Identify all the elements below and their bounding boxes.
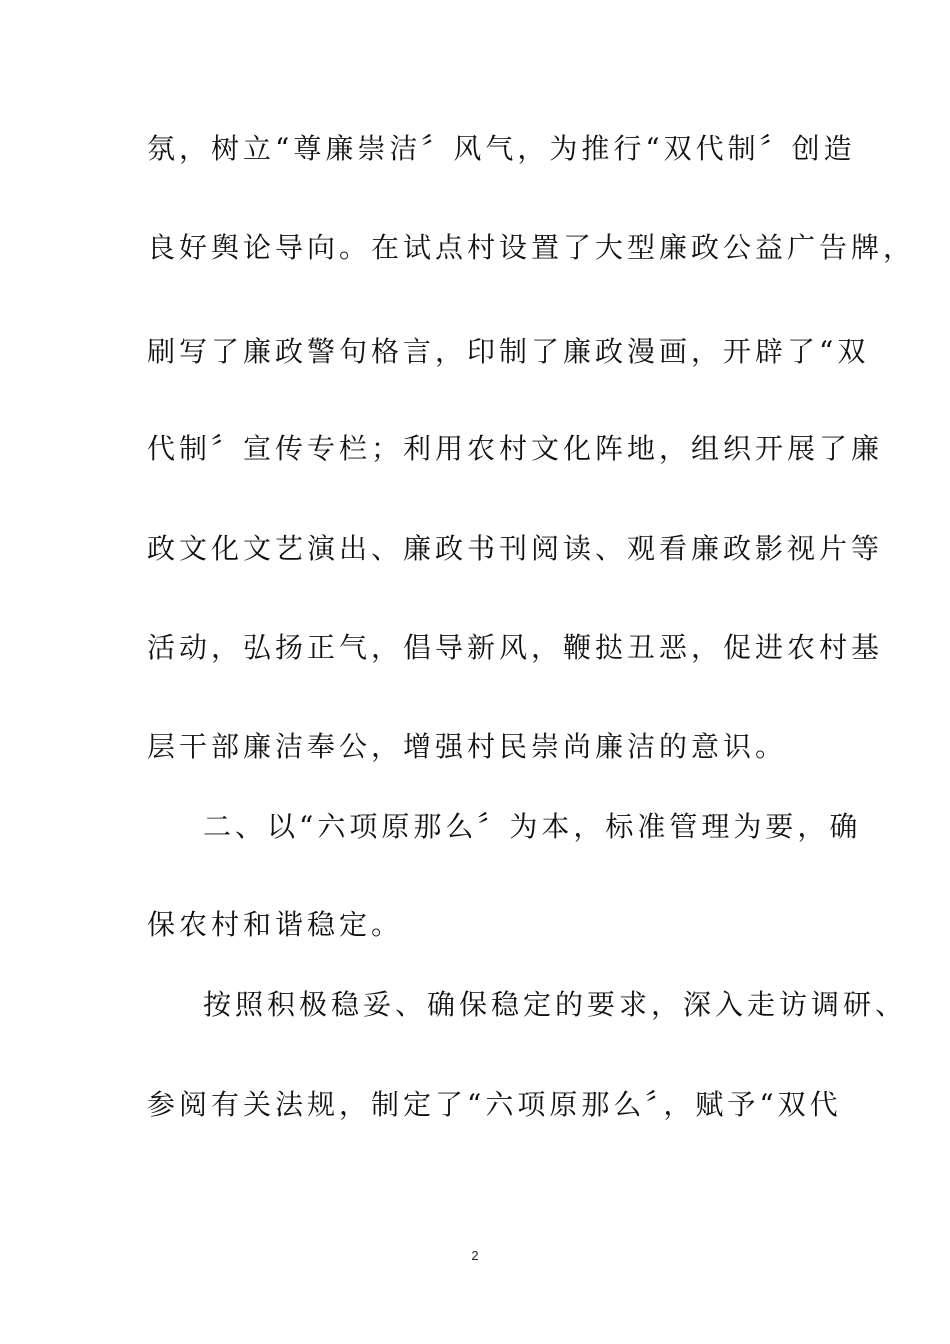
- body-text-line: 按照积极稳妥、确保稳定的要求，深入走访调研、: [203, 988, 908, 1021]
- body-text-line: 政文化文艺演出、廉政书刊阅读、观看廉政影视片等: [147, 532, 884, 565]
- section-heading-line: 保农村和谐稳定。: [147, 908, 404, 941]
- body-text-line: 参阅有关法规，制定了“六项原那么〞，赋予“双代: [147, 1088, 842, 1121]
- body-text-line: 氛，树立“尊廉崇洁〞风气，为推行“双代制〞创造: [147, 132, 856, 165]
- body-text-line: 层干部廉洁奉公，增强村民崇尚廉洁的意识。: [147, 730, 788, 763]
- body-text-line: 活动，弘扬正气，倡导新风，鞭挞丑恶，促进农村基: [147, 631, 884, 664]
- section-heading-line: 二、以“六项原那么〞为本，标准管理为要，确: [203, 810, 862, 843]
- body-text-line: 代制〞宣传专栏；利用农村文化阵地，组织开展了廉: [147, 432, 884, 465]
- page-number: 2: [471, 1248, 479, 1263]
- body-text-line: 刷写了廉政警句格言，印制了廉政漫画，开辟了“双: [147, 335, 870, 368]
- body-text-line: 良好舆论导向。在试点村设置了大型廉政公益广告牌，: [147, 231, 916, 264]
